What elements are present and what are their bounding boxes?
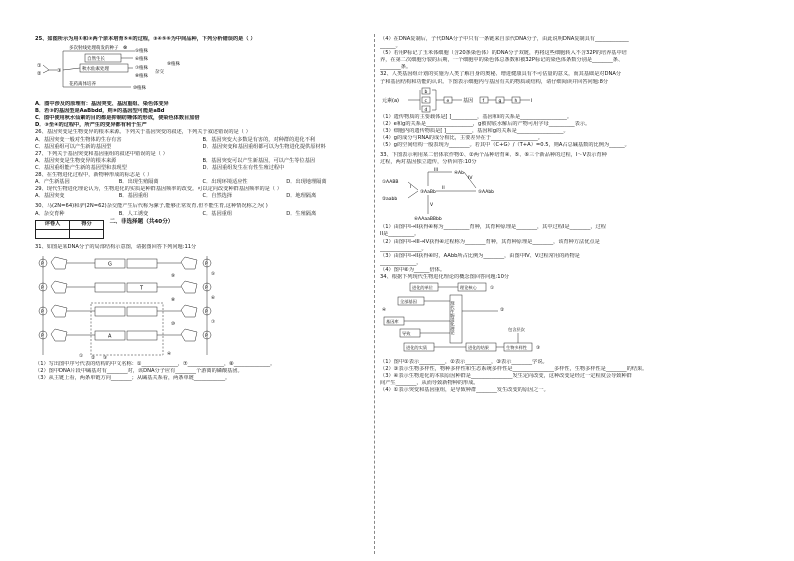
q29-option-d: D．地理隔离	[286, 193, 317, 200]
q33-step-IV: IV	[468, 176, 473, 182]
q33-node-2: ②aabb	[382, 197, 398, 203]
q34-essence: 进化的实质	[406, 345, 427, 351]
q32-h: h	[514, 98, 518, 104]
q32-b: b	[424, 89, 428, 95]
q34-mutation: 基因库	[386, 319, 399, 325]
q34-line-2: （2）③表示生物多样性，物种多样性和生态系统多样性是________________多样性，生物多样性是________的结果。	[380, 366, 648, 373]
q31-stem: 31、如图是某DNA分子的局部结构示意图，请据图回答下列问题:11分	[35, 243, 197, 250]
q31-pair-1	[39, 257, 211, 269]
q26-option-b: B．基因突变大多数是有害的，对种群的进化不利	[202, 136, 315, 143]
q25-top-label: 多次射线处理萌发的种子	[69, 46, 119, 52]
q31-pair-4	[39, 329, 211, 341]
q27-option-a: A．基因突变是生物变异的根本来源	[35, 157, 117, 164]
q34-gene-pool: 全部基因	[400, 299, 417, 305]
q31-base-g: G	[108, 261, 112, 268]
q25-option-a: A．图中涉及的原理有：基因突变、基因重组、染色体变异	[35, 101, 169, 108]
q32-line-1: （1）遗传物质的主要载体是[ ]__________，基因和i的关系是__________________。	[380, 113, 573, 120]
q26-stem: 26、基因突变是生物变异的根本来源。下列关于基因突变的叙述，下列关于叙述错误的是（ ）	[35, 129, 251, 136]
q25-self-mark: ⊗	[123, 45, 128, 52]
q25-step-colch: 秋水仙素处理	[82, 67, 109, 73]
q31-cont-line-4: 养，在第二次细胞分裂的后期，一个细胞中的染色体总条数和被32P标记的染色体条数分别是________条、	[380, 57, 624, 64]
q28-option-c: C．出现环境适应性	[202, 179, 248, 186]
q31-label-10: ⑩	[171, 321, 176, 327]
q30-option-a: A．杂交育种	[35, 210, 65, 217]
q33-line-6: ______________。	[380, 259, 422, 266]
q31-label-4: ④	[167, 351, 172, 357]
q30-options	[35, 211, 370, 218]
q32-g: g	[498, 98, 502, 104]
q27-stem: 27、下列关于基因突变和基因重组的叙述中错误的是（ ）	[35, 150, 168, 157]
q31-pair-3	[39, 305, 211, 317]
q25-option-b: B．若③的基因型是AaBbdd，则⑨的基因型可能是aBd	[35, 108, 165, 115]
q34-label-1: ①	[490, 286, 495, 292]
q31-label-5: ⑤	[211, 271, 216, 277]
q32-line-3: （3）细胞内的遗传物质是[ ]__________，基因和g的关系是__________________。	[380, 127, 569, 134]
q32-gene-diagram	[380, 86, 610, 114]
q33-step-III: III	[434, 168, 438, 174]
q31-pair-2	[39, 281, 211, 293]
q32-stem: 32、人类基因组计划的实施为人类了解自身的奥秘、增进健康具有不可估量的意义，而其基础是对DNA分	[380, 71, 622, 78]
q31-cont-line-3: （5）若用P标记了玉米体细胞（含20条染色体）的DNA分子双链，再将这些细胞转入不含32P的培养基中培	[380, 50, 627, 57]
q25-node-2: ②	[37, 71, 42, 78]
q31-cont-line-5: ________条。	[380, 64, 412, 71]
q33-line-7: （4）图中⑥为______倍体。	[380, 266, 446, 273]
q34-label-4: ④	[382, 308, 387, 314]
q25-m5: ⑨植株	[167, 62, 181, 68]
score-table	[35, 220, 104, 239]
q30-stem: 30、马(2N=64)和驴(2N=62)杂交能产生后代称为骡子,能够正常发育,但不能生育,这种情况称之为( )	[35, 203, 268, 210]
q32-elem-label: 元素(a)	[382, 97, 399, 104]
q31-line-2: （2）图中DNA片段中碱基对有________对，该DNA分子应有________个游离的磷酸基团。	[35, 367, 243, 374]
q30-option-d: D．生殖隔离	[286, 210, 317, 217]
score-section	[35, 218, 370, 241]
q34-line-5: （4）①表示突变和基因重组，是导致种群________发生改变的原因之一。	[380, 387, 549, 394]
q29-option-c: C．自然选择	[202, 193, 233, 200]
q33-breeding-diagram	[380, 166, 540, 224]
q27-option-c: C．基因重组能产生新的基因型和表现型	[35, 164, 127, 171]
q25-cross: 杂交	[155, 70, 164, 76]
q31-label-7: ⑦	[211, 319, 216, 325]
q29-option-a: A．基因突变	[35, 193, 65, 200]
q25-m1: ⑤植株	[135, 49, 149, 55]
q34-line-3: （3）④表示生物进化的本质原因种群是________________发生定向改变，这种改变是经过一定程度会导致种群	[380, 373, 632, 380]
q32-line-5: （5）g的空间结构一般表现为________。若其中（C+G）/（T+A）=0.5，则A占总碱基数的比例为______。	[380, 142, 630, 149]
q26-options-row1	[35, 137, 370, 144]
q25-m3: ⑦植株	[135, 66, 149, 72]
q25-bot-label: 花药离体培养	[69, 82, 96, 88]
q32-stem-2: 子和基因结构和功能的认识。下图表示细胞内与基因有关的物质或结构，请仔细阅读并回答问题:8分	[380, 78, 609, 85]
q33-step-V: V	[430, 203, 434, 209]
q25-option-c: C．图中使用秋水仙素的目的都是抑制纺锤体的形成，使染色体数目加倍	[35, 115, 200, 122]
q33-step-II: II	[442, 186, 445, 192]
q30-option-b: B．人工诱变	[118, 210, 149, 217]
q29-stem: 29、现代生物进化理论认为，生物进化的实质是种群基因频率的改变。可以定向改变种群基因频率的是（ ）	[35, 186, 282, 193]
q33-stem-2: 过程，两对基因独立遗传，分析回答:10分	[380, 159, 477, 166]
q31-label-3: ③	[103, 355, 108, 361]
q25-m2: ⑥植株	[135, 57, 149, 63]
scorer-label: 评卷人	[36, 220, 70, 229]
q31-label-9: ⑨	[171, 273, 176, 279]
q25-node-3: ③	[57, 68, 62, 75]
q28-options	[35, 179, 370, 186]
q32-gene-label: 基因	[463, 97, 474, 104]
q33-line-2: II是__________。	[380, 231, 420, 238]
svg-text:P: P	[205, 309, 208, 315]
q34-line-1: （1）图中①表示__________，②表示__________，③表示________学说。	[380, 359, 548, 366]
q32-d: d	[424, 107, 428, 113]
q33-line-4: ________________。	[380, 245, 427, 252]
q33-stem: 33、下图表示利用某二倍体农作物①、②两个品种培育④、⑤、⑥三个新品种的过程，I～V表示育种	[380, 152, 607, 159]
q34-guide: 导致	[402, 331, 411, 337]
q27-option-d: D．基因重组发生在有性生殖过程中	[202, 164, 285, 171]
q34-concept-map	[380, 281, 620, 359]
q27-options-row1	[35, 158, 370, 165]
q25-m4: ⑧植株	[135, 74, 149, 80]
q25-breeding-diagram	[35, 43, 235, 101]
q28-option-a: A．产生新基因	[35, 179, 70, 186]
q32-c: c	[424, 98, 427, 104]
score-cell[interactable]	[70, 229, 104, 238]
q31-label-8: ⑧	[171, 297, 176, 303]
q29-options	[35, 193, 370, 200]
section-title: 二、非选择题（共40分）	[109, 218, 174, 225]
svg-text:P: P	[205, 285, 208, 291]
q34-result: 进化的结果	[468, 345, 489, 351]
q33-node-6: ⑥AAaaBBbb	[414, 217, 442, 223]
q34-unit: 进化的单位	[412, 285, 433, 291]
q34-core: 理论核心	[460, 285, 477, 291]
q34-label-3: ③	[536, 346, 541, 352]
q31-cont-line-1: （4）在DNA复制后，子代DNA分子中只有一条链来自亲代DNA分子，由此说明DNA复制具有_____________	[380, 36, 629, 42]
q27-options-row2	[35, 165, 370, 172]
q33-node-3: ③AaBb	[420, 190, 436, 196]
q25-bot-end: ⑩植株	[133, 86, 147, 92]
score-label: 得分	[70, 220, 104, 229]
svg-text:P: P	[205, 261, 208, 267]
q33-line-5: （3）由图中I→II获得④时，AAbb所占比例为________，由图中Ⅳ、Ⅴ过程常用的药物是	[380, 252, 580, 259]
q33-line-1: （1）由图中I→II获得④称为__________育种，其育种原理是________，其中过程I是________，过程	[380, 224, 606, 231]
q31-cont-line-2: ______。	[380, 43, 401, 50]
q34-stem: 34、根据下列现代生物进化理论的概念图回答问题:10分	[380, 273, 510, 280]
q28-option-b: B．出现生殖隔离	[118, 179, 159, 186]
q34-line-4: 间产生________，从而导致新物种的形成。	[380, 380, 479, 387]
svg-text:P: P	[205, 333, 208, 339]
q31-label-1: ①	[79, 353, 84, 359]
q25-stem: 25、如图所示为用①和②两个亲本培育⑤⑥的过程，③④⑤⑥为中间品种，下列分析错误的是（ ）	[35, 36, 256, 42]
q32-line-4: （4）g的成分与RNA的成分相比，主要差异在于__________________。	[380, 134, 543, 141]
q34-label-2: ②	[500, 308, 505, 314]
q28-option-d: D．出现地理隔离	[286, 179, 327, 186]
q31-base-t: T	[140, 285, 144, 292]
column-divider	[374, 34, 375, 554]
q34-center: 现代生物进化理论	[450, 301, 456, 335]
q32-e: e	[446, 98, 450, 104]
q33-node-4: ④Ab	[454, 171, 464, 177]
q32-i: i	[531, 97, 533, 104]
svg-text:P: P	[41, 285, 44, 291]
svg-text:P: P	[41, 333, 44, 339]
q30-option-c: C．基因重组	[202, 210, 233, 217]
svg-text:P: P	[41, 261, 44, 267]
q31-label-6: ⑥	[211, 295, 216, 301]
q32-line-2: （2）e和g的关系是__________________，g被彻底水解后的产物可用字母__________表示。	[380, 120, 591, 127]
q31-line-3: （3）从主链上看，两条单链方向________；从碱基关系看，两条单链____________。	[35, 374, 231, 381]
q31-line-1: （1）写出图中序号代表的结构的中文名称：①______________，⑦______________，⑧______________。	[35, 360, 276, 367]
q25-option-d: D．③至④的过程中，所产生的变异都有利于生产	[35, 122, 147, 129]
q28-stem: 28、在生物进化过程中，新物种形成的标志是（ ）	[35, 172, 153, 179]
q29-option-b: B．基因重组	[118, 193, 149, 200]
q32-f: f	[482, 98, 485, 104]
q34-contains: 包含层次	[508, 327, 525, 333]
right-column	[380, 36, 722, 395]
q33-node-1: ①AABB	[382, 180, 399, 186]
left-column	[35, 36, 370, 382]
q25-node-1: ①	[37, 63, 42, 70]
svg-text:P: P	[41, 309, 44, 315]
q26-option-a: A．基因突变一般对生物体的生存有害	[35, 136, 122, 143]
q34-diversity: 生物多样性	[506, 345, 527, 351]
q33-step-I: I	[410, 185, 412, 191]
q33-line-3: （2）由图中I→III→IV获得④过程称为________育种，其育种原理是________，该育种方法优点是	[380, 238, 600, 245]
q26-options-row2	[35, 144, 370, 151]
q31-dna-diagram	[35, 251, 235, 361]
q33-node-5: ⑤AAbb	[478, 190, 495, 196]
scorer-cell[interactable]	[36, 229, 70, 238]
q27-option-b: B．基因突变可以产生新基因，可以产生等位基因	[202, 157, 315, 164]
q31-label-2: ②	[91, 355, 96, 361]
q26-option-d: D．基因突变和基因重组都可以为生物进化提供原材料	[202, 143, 326, 150]
q31-base-a: A	[108, 333, 112, 340]
q25-step-grow: 自然生长	[87, 57, 105, 63]
q26-option-c: C．基因重组可以产生新的基因型	[35, 143, 112, 150]
